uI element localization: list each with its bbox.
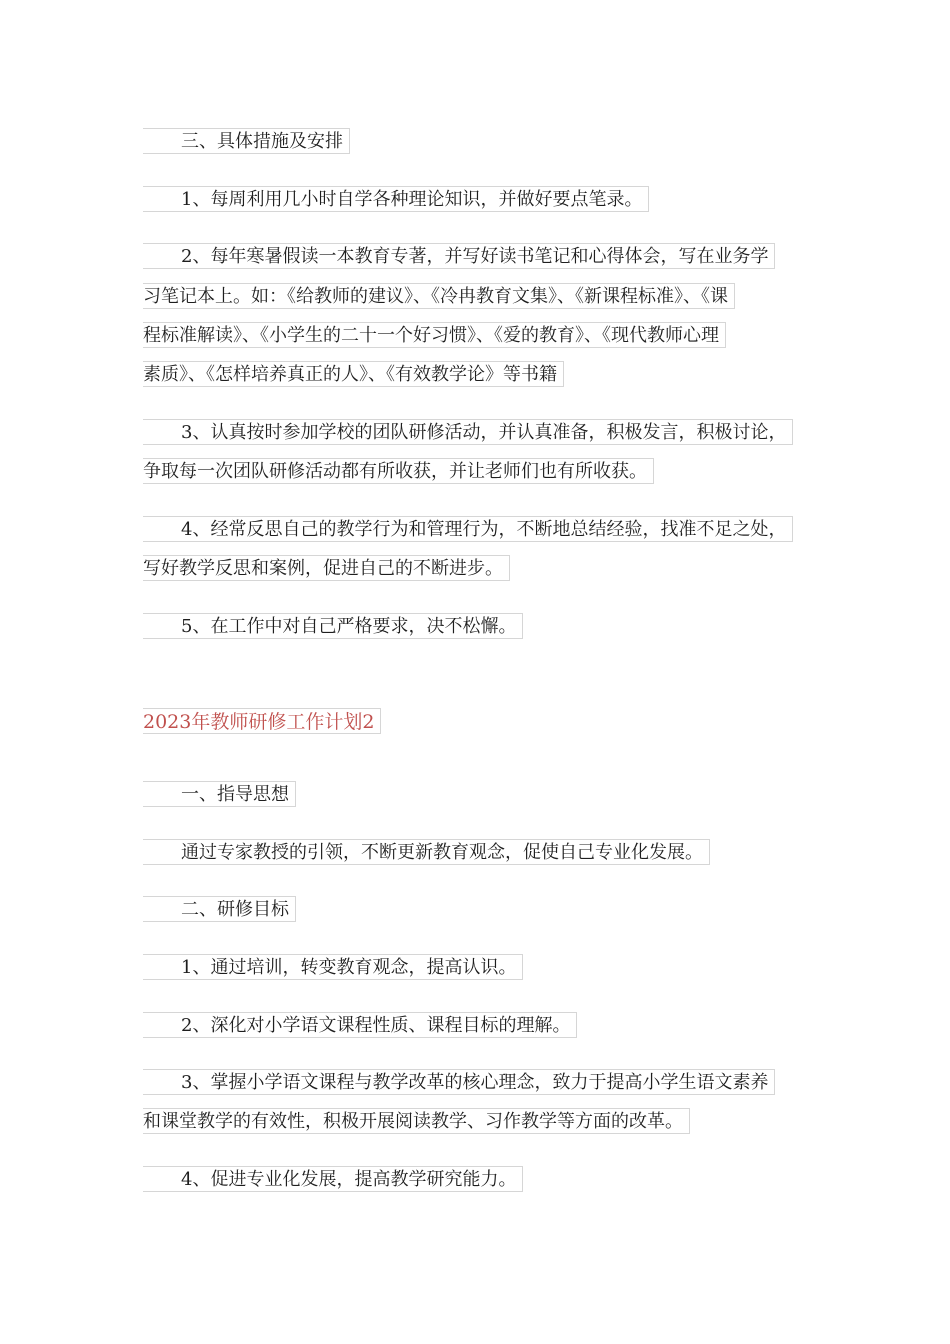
goal-4: 4、促进专业化发展，提高教学研究能力。: [143, 1166, 523, 1192]
measure-item-4-line-1: 4、经常反思自己的教学行为和管理行为，不断地总结经验，找准不足之处，: [143, 516, 793, 542]
goal-2: 2、深化对小学语文课程性质、课程目标的理解。: [143, 1012, 577, 1038]
measure-item-1: 1、每周利用几小时自学各种理论知识，并做好要点笔录。: [143, 186, 649, 212]
measure-item-2-line-2: 习笔记本上。如：《给教师的建议》、《冷冉教育文集》、《新课程标准》、《课: [143, 283, 735, 309]
measure-item-2-line-4: 素质》、《怎样培养真正的人》、《有效教学论》等书籍: [143, 361, 564, 387]
measure-item-2-line-1: 2、每年寒暑假读一本教育专著，并写好读书笔记和心得体会，写在业务学: [143, 243, 775, 269]
measure-item-3-line-2: 争取每一次团队研修活动都有所收获，并让老师们也有所收获。: [143, 458, 654, 484]
guiding-thought-title: 一、指导思想: [143, 781, 296, 807]
guiding-thought-text: 通过专家教授的引领，不断更新教育观念，促使自己专业化发展。: [143, 839, 710, 865]
plan-2-heading: 2023年教师研修工作计划2: [143, 708, 381, 734]
section-3-title: 三、具体措施及安排: [143, 128, 350, 154]
measure-item-3-line-1: 3、认真按时参加学校的团队研修活动，并认真准备，积极发言，积极讨论，: [143, 419, 793, 445]
measure-item-2-line-3: 程标准解读》、《小学生的二十一个好习惯》、《爱的教育》、《现代教师心理: [143, 322, 726, 348]
measure-item-5: 5、在工作中对自己严格要求，决不松懈。: [143, 613, 523, 639]
goal-3-line-1: 3、掌握小学语文课程与教学改革的核心理念，致力于提高小学生语文素养: [143, 1069, 775, 1095]
goals-title: 二、研修目标: [143, 896, 296, 922]
goal-3-line-2: 和课堂教学的有效性，积极开展阅读教学、习作教学等方面的改革。: [143, 1108, 690, 1134]
goal-1: 1、通过培训，转变教育观念，提高认识。: [143, 954, 523, 980]
measure-item-4-line-2: 写好教学反思和案例，促进自己的不断进步。: [143, 555, 510, 581]
